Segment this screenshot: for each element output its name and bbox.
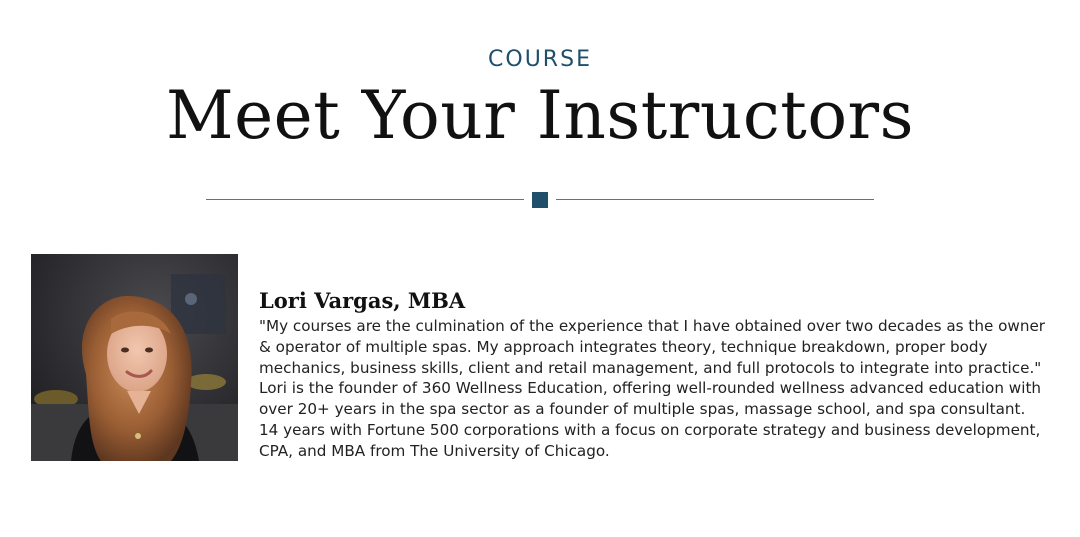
portrait-photo-icon bbox=[31, 254, 238, 461]
divider-line-left bbox=[206, 199, 524, 200]
instructor-bio: "My courses are the culmination of the experience that I have obtained over two decades as the owner & operator of multiple spas. My approach integrates theory, technique breakdown, proper body mechanics, business skills, client and retail management, and full protocols to integrate into practice." Lori is the founder of 360 Wellness Education, offering well-rounded wellness advanced education with over 20+ years in the spa sector as a founder of multiple spas, massage school, and spa consultant. 14 years with Fortune 500 corporations with a focus on corporate strategy and business development, CPA, and MBA from The University of Chicago. bbox=[259, 317, 1046, 460]
page-title: Meet Your Instructors bbox=[166, 77, 914, 154]
instructor-name: Lori Vargas, MBA bbox=[259, 288, 466, 313]
divider-square-icon bbox=[532, 192, 548, 208]
section-eyebrow: COURSE bbox=[488, 47, 592, 72]
divider-line-right bbox=[556, 199, 874, 200]
instructor-photo bbox=[31, 254, 238, 461]
